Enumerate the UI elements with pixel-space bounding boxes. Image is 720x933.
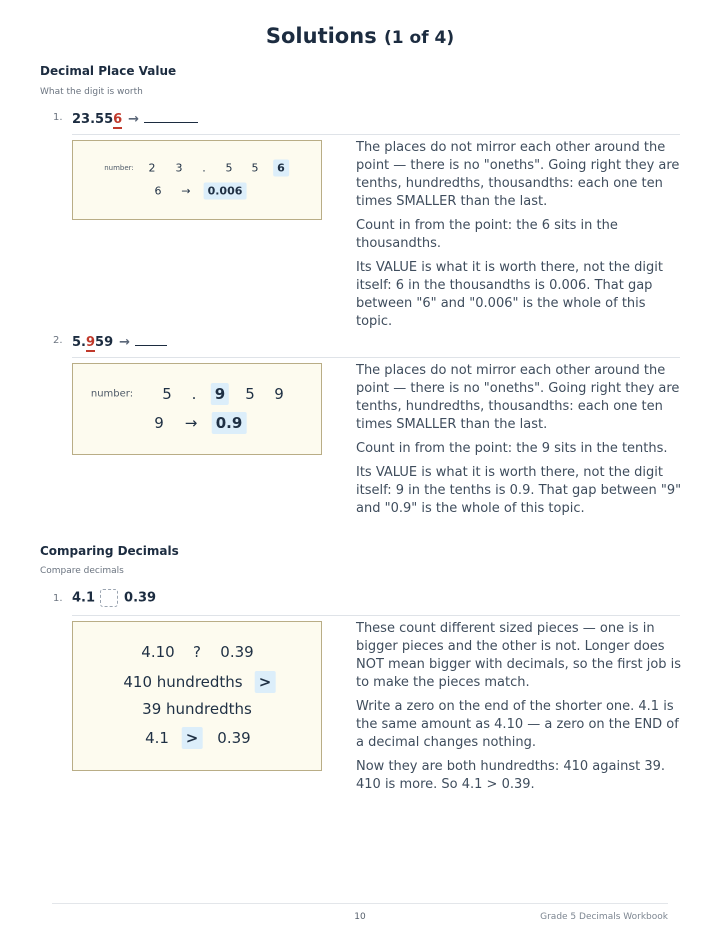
- explanation-paragraph: The places do not mirror each other around the point — there is no "oneths". Going right they are tenths, hundredths, thousandths: each one ten times SMALLER than the last.: [356, 363, 680, 432]
- decimal-point: .: [202, 161, 206, 175]
- target-digit: 6: [273, 160, 289, 177]
- divider: [72, 134, 680, 135]
- divider: [72, 615, 680, 616]
- compare-right: 0.39: [220, 643, 254, 661]
- number-label: number:: [90, 388, 134, 400]
- hundredths-right: 39 hundredths: [142, 700, 252, 718]
- question-problem: [72, 333, 167, 350]
- problem-text: 23.55: [72, 112, 114, 127]
- divider: [72, 357, 680, 358]
- answer-symbol: >: [182, 727, 203, 749]
- digit: 5: [225, 161, 233, 175]
- page-title: [0, 24, 720, 48]
- footer-book-title: Grade 5 Decimals Workbook: [540, 912, 668, 922]
- problem-right: 0.39: [124, 590, 157, 606]
- page-title-main: Solutions: [265, 24, 377, 48]
- digit: 2: [148, 161, 156, 175]
- problem-left: 4.1: [72, 590, 96, 606]
- explanation-paragraph: Its VALUE is what it is worth there, not the digit itself: 9 in the tenths is 0.9. That gap between "9" and "0.9" is the whole of this topic.: [356, 465, 682, 516]
- explanation-paragraph: Its VALUE is what it is worth there, not the digit itself: 6 in the thousandths is 0.006. That gap between "6" and "0.006" is the whole of this topic.: [356, 260, 663, 329]
- digit: 5: [162, 385, 172, 403]
- worked-box: [72, 140, 322, 220]
- digit: 5: [245, 385, 255, 403]
- question-number: 2.: [53, 335, 63, 346]
- section-title-place-value: Decimal Place Value: [40, 64, 177, 78]
- explanation-paragraph: These count different sized pieces — one is in bigger pieces and the other is not. Longer does NOT mean bigger with decimals, so the first job is to make the pieces match.: [356, 621, 682, 690]
- answer-left: 4.1: [145, 729, 169, 747]
- answer-digit: 9: [154, 414, 164, 432]
- answer-right: 0.39: [217, 729, 251, 747]
- section-subtitle-place-value: What the digit is worth: [40, 87, 143, 97]
- digit: 3: [175, 161, 183, 175]
- worked-box: [72, 363, 322, 455]
- arrow-right-icon: →: [184, 414, 198, 432]
- question-problem: [72, 589, 156, 607]
- page-title-sub: (1 of 4): [384, 28, 455, 48]
- section-title-comparing: Comparing Decimals: [40, 544, 179, 558]
- arrow-right-icon: →: [181, 184, 191, 198]
- target-digit: 9: [211, 383, 229, 405]
- section-subtitle-comparing: Compare decimals: [40, 566, 124, 576]
- question-number: 1.: [53, 593, 63, 604]
- number-label: number:: [104, 164, 134, 172]
- explanation-paragraph: The places do not mirror each other around the point — there is no "oneths". Going right they are tenths, hundredths, thousandths: each one ten times SMALLER than the last.: [356, 140, 680, 209]
- answer-value: 0.9: [212, 412, 247, 434]
- explanation: [356, 620, 682, 800]
- answer-blank: [135, 333, 167, 346]
- answer-digit: 6: [154, 184, 162, 198]
- explanation-paragraph: Write a zero on the end of the shorter one. 4.1 is the same amount as 4.10 — a zero on the END of a decimal changes nothing.: [356, 699, 679, 750]
- digit: 9: [274, 385, 284, 403]
- underlined-digit: 9: [85, 335, 96, 350]
- question-problem: [72, 110, 198, 127]
- decimal-point: .: [191, 385, 197, 403]
- comparison-blank: [100, 589, 118, 607]
- hundredths-left: 410 hundredths: [123, 673, 243, 691]
- explanation: [356, 139, 682, 337]
- problem-text: 59: [95, 335, 114, 350]
- explanation: [356, 362, 682, 524]
- answer-value: 0.006: [204, 183, 247, 200]
- underlined-digit: 6: [113, 112, 123, 127]
- explanation-paragraph: Count in from the point: the 6 sits in the thousandths.: [356, 218, 618, 251]
- compare-left: 4.10: [141, 643, 175, 661]
- arrow-right-icon: →: [119, 335, 131, 350]
- question-number: 1.: [53, 112, 63, 123]
- problem-text: 5.: [72, 335, 86, 350]
- compare-symbol: >: [255, 671, 276, 693]
- footer-divider: [52, 903, 668, 904]
- compare-symbol: ?: [193, 643, 201, 661]
- arrow-right-icon: →: [128, 112, 140, 127]
- explanation-paragraph: Now they are both hundredths: 410 against 39. 410 is more. So 4.1 > 0.39.: [356, 759, 665, 792]
- worked-box: [72, 621, 322, 771]
- answer-blank: [144, 110, 198, 123]
- explanation-paragraph: Count in from the point: the 9 sits in the tenths.: [356, 441, 668, 456]
- digit: 5: [251, 161, 259, 175]
- page-number: 10: [354, 912, 366, 922]
